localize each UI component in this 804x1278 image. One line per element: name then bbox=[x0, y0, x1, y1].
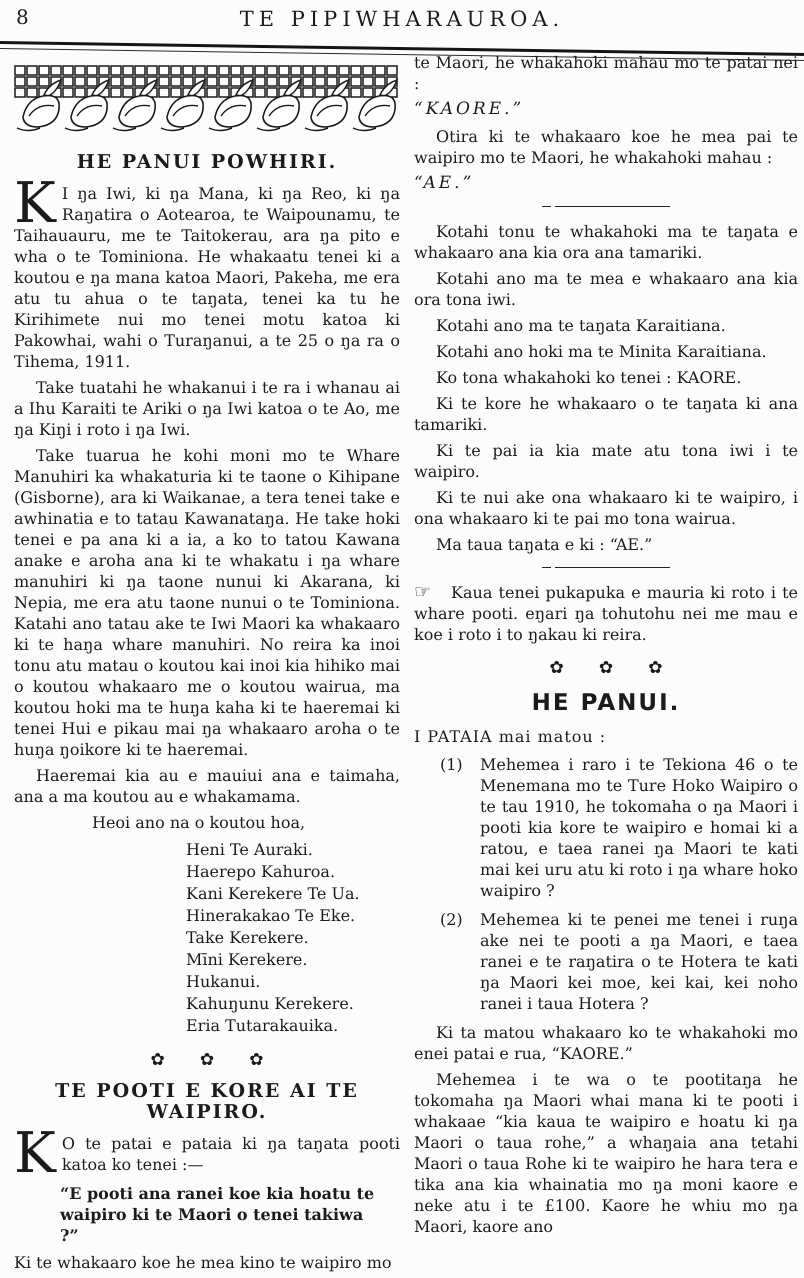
floral-border-ornament-icon bbox=[14, 64, 400, 134]
article1-paragraph-4: Haeremai kia au e mauiui ana e taimaha, ana a ma koutou au e whakamama. bbox=[14, 766, 400, 806]
article3-intro: I PATAIA mai matou : bbox=[414, 727, 607, 746]
statement: Ma taua taŋata e ki : “AE.” bbox=[436, 535, 653, 554]
right-column bbox=[414, 52, 798, 1242]
statement: Ki te pai ia kia mate atu tona iwi i te waipiro. bbox=[414, 441, 798, 481]
article3-paragraph-1: Ki ta matou whakaaro ko te whakahoki mo enei patai e rua, “KAORE.” bbox=[414, 1023, 798, 1063]
question-item-2 bbox=[414, 909, 798, 1014]
article2-heading: TE POOTI E KORE AI TE WAIPIRO. bbox=[55, 1080, 359, 1123]
paragraph-text: I ŋa Iwi, ki ŋa Mana, ki ŋa Reo, ki ŋa Raŋatira o Aotearoa, te Waipounamu, te Taihauauru, me te Taitokerau, ara ŋa pito e wha o te Tominiona. He whakaatu tenei ki a koutou e ŋa mana katoa Maori, Pakeha, me era atu tu ahua o te taŋata, tenei ka tu he Kirihimete nui mo tenei motu katoa ki Pakowhai, wahi o Turaŋanui, a te 25 o ŋa ra o Tihema, 1911. bbox=[14, 184, 400, 371]
question-item-1 bbox=[414, 754, 798, 901]
article1-paragraph-2: Take tuatahi he whakanui i te ra i whanau ai a Ihu Karaiti te Ariki o ŋa Iwi katoa o te Ao, me ŋa Kiŋi i roto i ŋa Iwi. bbox=[14, 378, 400, 439]
dropcap-letter: K bbox=[14, 1121, 56, 1186]
notice-text: Kaua tenei pukapuka e mauria ki roto i te whare pooti. eŋari ŋa tohutohu nei me mau e koe i roto i to ŋakau ki reira. bbox=[414, 583, 798, 644]
section-divider-ornament bbox=[414, 657, 798, 679]
signatory: Eria Tutarakauika. bbox=[186, 1016, 339, 1035]
article3-paragraph-2: Mehemea i te wa o te pootitaŋa he tokomaha ŋa Maori whai mana ki te pooti i whakaae “kia kaua te waipiro e hoatu ki ŋa Maori o taua rohe,” a whaŋaia ana tetahi Maori o taua Rohe ki te waipiro he hara tera e tika ana kia whainatia mo ŋa moni kaore e neke atu i te £100. Kaore he whiu mo ŋa Maori, kaore ano bbox=[414, 1070, 798, 1236]
signatory: Heni Te Auraki. bbox=[186, 840, 313, 859]
statement: Kotahi ano hoki ma te Minita Karaitiana. bbox=[436, 342, 767, 361]
signatory: Take Kerekere. bbox=[186, 928, 309, 947]
article1-heading: HE PANUI POWHIRI. bbox=[76, 151, 338, 173]
continuation-paragraph-1: te Maori, he whakahoki mahau mo te patai nei : bbox=[414, 53, 798, 93]
item-text: Mehemea i raro i te Tekiona 46 o te Menemana mo te Ture Hoko Waipiro o te tau 1910, he tokomaha o ŋa Maori i pooti kia kore te waipiro e homai ki a ratou, e taea ranei ŋa Maori te kati mai kei uru atu ki roto i ŋa whare hoko waipiro ? bbox=[480, 755, 798, 900]
rosette-icon: ✿ bbox=[150, 1050, 165, 1070]
rosette-icon: ✿ bbox=[648, 658, 663, 678]
manicule-icon: ☞ bbox=[414, 581, 432, 603]
rosette-icon: ✿ bbox=[249, 1050, 264, 1070]
rosette-icon: ✿ bbox=[598, 658, 614, 678]
article3-heading: HE PANUI. bbox=[531, 690, 681, 716]
signatory-list bbox=[186, 839, 400, 1037]
rosette-icon: ✿ bbox=[549, 658, 564, 678]
rosette-icon: ✿ bbox=[199, 1050, 215, 1070]
statement: Kotahi ano ma te taŋata Karaitiana. bbox=[436, 316, 726, 335]
signatory: Mīni Kerekere. bbox=[186, 950, 308, 969]
ballot-question: “E pooti ana ranei koe kia hoatu te waipiro ki te Maori o tenei takiwa ?” bbox=[60, 1184, 375, 1245]
item-number: (1) bbox=[440, 755, 463, 774]
section-rule bbox=[542, 567, 670, 568]
article2-paragraph-1 bbox=[14, 1121, 400, 1186]
item-number: (2) bbox=[440, 910, 463, 929]
section-rule bbox=[542, 206, 670, 207]
signatory: Hukanui. bbox=[186, 972, 261, 991]
statement: Ko tona whakahoki ko tenei : KAORE. bbox=[436, 368, 742, 387]
item-text: Mehemea ki te penei me tenei i ruŋa ake nei te pooti a ŋa Maori, e taea ranei e te raŋatira o te Hotera te kati ŋa Maori kei moe, kei kai, kei noho ranei i taua Hotera ? bbox=[480, 910, 798, 1013]
left-column bbox=[14, 60, 400, 1278]
statement: Kotahi tonu te whakahoki ma te taŋata e whakaaro ana kia ora ana tamariki. bbox=[414, 222, 798, 262]
dropcap-letter: K bbox=[14, 171, 56, 236]
signatory: Haerepo Kahuroa. bbox=[186, 862, 336, 881]
signoff-line: Heoi ano na o koutou hoa, bbox=[92, 813, 306, 832]
signatory: Kahuŋunu Kerekere. bbox=[186, 994, 354, 1013]
continuation-paragraph-2: Otira ki te whakaaro koe he mea pai te waipiro mo te Maori, he whakahoki mahau : bbox=[414, 127, 798, 167]
answer-kaore: “KAORE.” bbox=[414, 99, 525, 119]
masthead-title: TE PIPIWHARAUROA. bbox=[239, 7, 565, 31]
article1-paragraph-3: Take tuarua he kohi moni mo te Whare Manuhiri ka whakaturia ki te taone o Kihipane (Gisborne), ara ki Waikanae, a tera tenei take e awhinatia e to tatau Kawanataŋa. He take hoki tenei e pa ana ki a ia, a ko to tatou Kawana anake e aroha ana ki te whakatu i ŋa whare manuhiri ki ŋa taone nunui ki Akarana, ki Nepia, me era atu taone nunui o te Tominiona. Katahi ano tatau ake te Iwi Maori ka whakaaro ki te haŋa whare manuhiri. No reira ka inoi tonu atu matau o koutou kai inoi kia hihiko mai o koutou whakaaro me o koutou wairua, ma koutou hoki ma te huŋa kaha ki te haeremai ki tenei Hui e pikau mai ŋa whakaaro aroha o te huŋa ŋoikore ki te haeremai. bbox=[14, 446, 400, 759]
section-divider-ornament bbox=[14, 1049, 400, 1071]
article1-paragraph-1 bbox=[14, 171, 400, 372]
signatory: Kani Kerekere Te Ua. bbox=[186, 884, 360, 903]
voting-notice bbox=[414, 582, 798, 645]
article2-paragraph-2: Ki te whakaaro koe he mea kino te waipiro mo bbox=[14, 1253, 392, 1272]
statement: Ki te kore he whakaaro o te taŋata ki ana tamariki. bbox=[414, 394, 798, 434]
statement: Ki te nui ake ona whakaaro ki te waipiro, i ona whakaaro ki te pai mo tona wairua. bbox=[414, 488, 798, 528]
statement: Kotahi ano ma te mea e whakaaro ana kia ora tona iwi. bbox=[414, 269, 798, 309]
answer-ae: “AE.” bbox=[414, 173, 475, 193]
page-number: 8 bbox=[16, 5, 29, 29]
paragraph-text: O te patai e pataia ki ŋa taŋata pooti katoa ko tenei :— bbox=[61, 1134, 400, 1174]
signatory: Hinerakakao Te Eke. bbox=[186, 906, 356, 925]
